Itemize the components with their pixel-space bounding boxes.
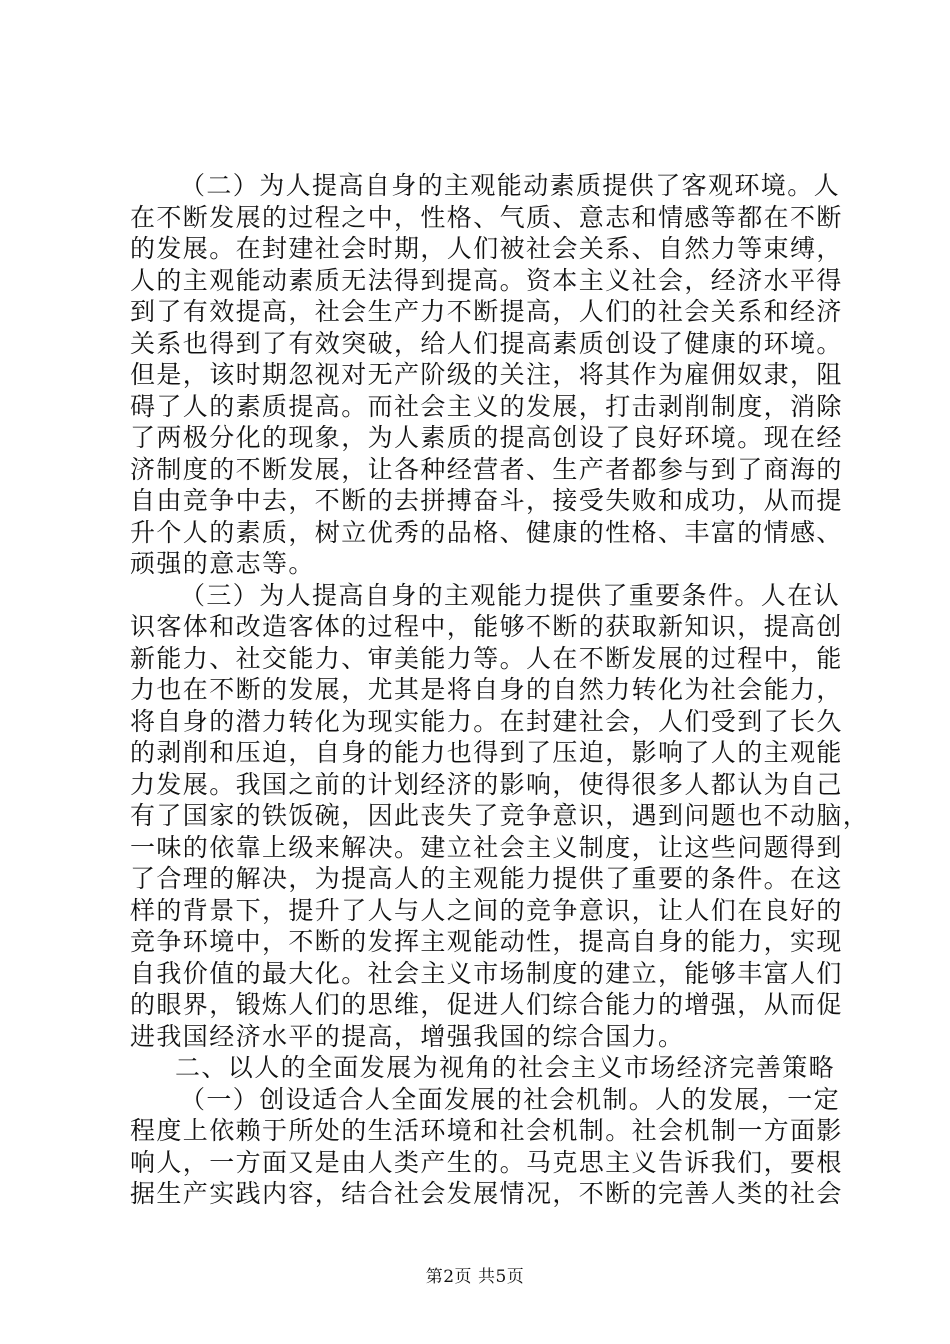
text-line: 升个人的素质，树立优秀的品格、健康的性格、丰富的情感、 [130, 517, 843, 547]
text-line: 自由竞争中去，不断的去拼搏奋斗，接受失败和成功，从而提 [130, 486, 843, 515]
text-line: 的发展。在封建社会时期，人们被社会关系、自然力等束缚， [130, 234, 843, 263]
text-line: 自我价值的最大化。社会主义市场制度的建立，能够丰富人们 [130, 958, 843, 988]
text-line: 到了有效提高，社会生产力不断提高，人们的社会关系和经济 [130, 297, 843, 326]
text-line: 响人，一方面又是由人类产生的。马克思主义告诉我们，要根 [130, 1147, 843, 1177]
text-line: （三）为人提高自身的主观能力提供了重要条件。人在认 [180, 580, 841, 610]
section-heading: 二、以人的全面发展为视角的社会主义市场经济完善策略 [175, 1053, 836, 1082]
text-line: 济制度的不断发展，让各种经营者、生产者都参与到了商海的 [130, 454, 843, 484]
text-line: 的剥削和压迫，自身的能力也得到了压迫，影响了人的主观能 [130, 738, 843, 767]
text-line: 程度上依赖于所处的生活环境和社会机制。社会机制一方面影 [130, 1116, 843, 1145]
text-line: 样的背景下，提升了人与人之间的竞争意识，让人们在良好的 [130, 895, 843, 925]
text-line: （一）创设适合人全面发展的社会机制。人的发展，一定 [180, 1084, 841, 1114]
text-line: 人的主观能动素质无法得到提高。资本主义社会，经济水平得 [130, 265, 843, 295]
text-line: （二）为人提高自身的主观能动素质提供了客观环境。人 [180, 171, 841, 200]
text-line: 新能力、社交能力、审美能力等。人在不断发展的过程中，能 [130, 643, 843, 673]
text-line: 力发展。我国之前的计划经济的影响，使得很多人都认为自己 [130, 769, 843, 799]
text-line: 在不断发展的过程之中，性格、气质、意志和情感等都在不断 [130, 202, 843, 232]
text-line: 识客体和改造客体的过程中，能够不断的获取新知识，提高创 [130, 612, 843, 641]
text-line: 有了国家的铁饭碗，因此丧失了竞争意识，遇到问题也不动脑， [130, 801, 870, 830]
text-line: 碍了人的素质提高。而社会主义的发展，打击剥削制度，消除 [130, 391, 843, 421]
text-line: 一味的依靠上级来解决。建立社会主义制度，让这些问题得到 [130, 832, 843, 862]
text-line: 了两极分化的现象，为人素质的提高创设了良好环境。现在经 [130, 423, 843, 452]
text-line: 关系也得到了有效突破，给人们提高素质创设了健康的环境。 [130, 328, 843, 358]
text-line: 的眼界，锻炼人们的思维，促进人们综合能力的增强，从而促 [130, 990, 843, 1019]
body-text [130, 170, 870, 1210]
text-line: 顽强的意志等。 [130, 549, 315, 578]
text-line: 进我国经济水平的提高，增强我国的综合国力。 [130, 1021, 685, 1051]
text-line: 据生产实践内容，结合社会发展情况，不断的完善人类的社会 [130, 1179, 843, 1208]
text-line: 将自身的潜力转化为现实能力。在封建社会，人们受到了长久 [130, 706, 843, 736]
text-line: 但是，该时期忽视对无产阶级的关注，将其作为雇佣奴隶，阻 [130, 360, 843, 389]
text-line: 力也在不断的发展，尤其是将自身的自然力转化为社会能力， [130, 675, 843, 704]
text-line: 了合理的解决，为提高人的主观能力提供了重要的条件。在这 [130, 864, 843, 893]
page-number-footer: 第2页 共5页 [425, 1267, 525, 1287]
text-line: 竞争环境中，不断的发挥主观能动性，提高自身的能力，实现 [130, 927, 843, 956]
